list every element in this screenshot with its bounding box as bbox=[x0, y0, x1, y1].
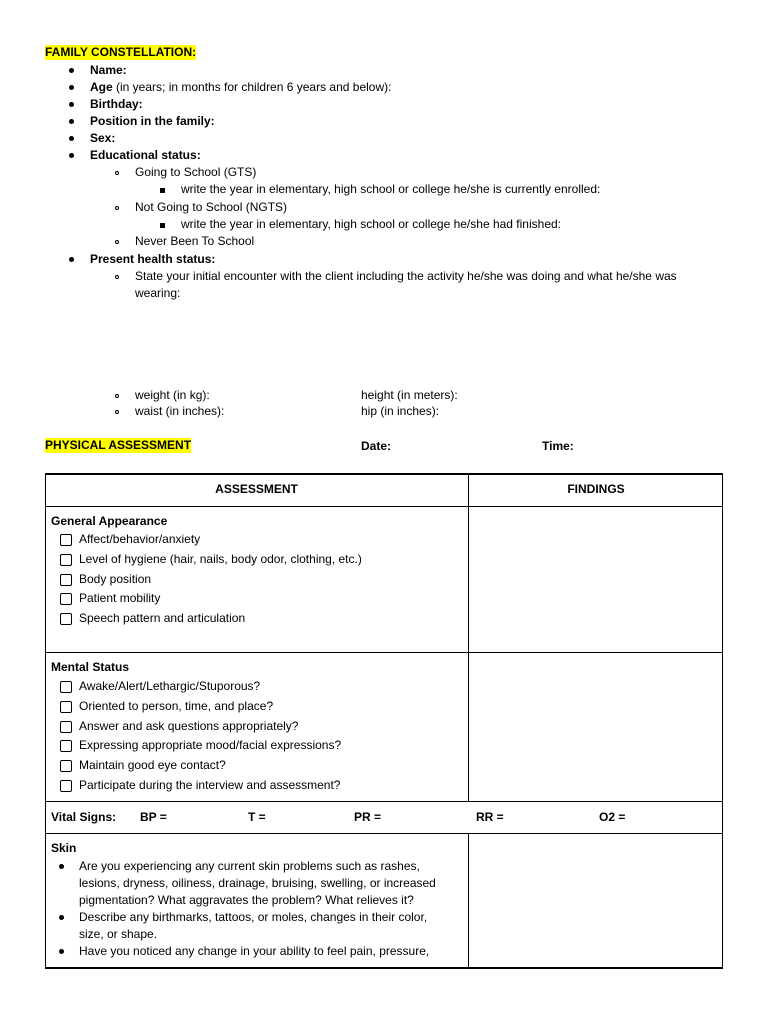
age-line bbox=[90, 80, 391, 95]
checklist-item: Patient mobility bbox=[79, 591, 161, 605]
bullet-dot bbox=[59, 949, 64, 954]
row-divider bbox=[45, 833, 723, 834]
table-border-bottom bbox=[45, 967, 723, 969]
skin-question-line: Are you experiencing any current skin problems such as rashes, bbox=[79, 859, 420, 873]
skin-question-line: Have you noticed any change in your ability to feel pain, pressure, bbox=[79, 944, 430, 958]
checklist-item: Affect/behavior/anxiety bbox=[79, 532, 201, 546]
encounter-line-1: State your initial encounter with the client including the activity he/she was doing and what he/she was bbox=[135, 269, 677, 283]
bullet-dot bbox=[69, 257, 74, 262]
waist-label: waist (in inches): bbox=[135, 404, 225, 418]
present-health-label: Present health status: bbox=[90, 252, 216, 266]
table-border-top bbox=[45, 473, 723, 475]
pr-label: PR = bbox=[354, 810, 382, 824]
checklist-item: Oriented to person, time, and place? bbox=[79, 699, 274, 713]
bullet-dot bbox=[69, 136, 74, 141]
row-divider bbox=[45, 801, 723, 802]
age-label: Age bbox=[90, 80, 113, 94]
column-divider bbox=[468, 473, 469, 801]
educational-status-label: Educational status: bbox=[90, 148, 201, 162]
table-border-right bbox=[722, 473, 723, 969]
bullet-dot bbox=[69, 68, 74, 73]
checkbox[interactable] bbox=[60, 554, 72, 566]
bp-label: BP = bbox=[140, 810, 167, 824]
findings-column-header: FINDINGS bbox=[567, 482, 625, 496]
date-label: Date: bbox=[361, 439, 392, 453]
temperature-label: T = bbox=[248, 810, 266, 824]
checklist-item: Speech pattern and articulation bbox=[79, 611, 246, 625]
checkbox[interactable] bbox=[60, 681, 72, 693]
checklist-item: Level of hygiene (hair, nails, body odor, clothing, etc.) bbox=[79, 552, 362, 566]
bullet-square bbox=[160, 223, 165, 228]
mental-status-title: Mental Status bbox=[51, 660, 130, 674]
table-border-left bbox=[45, 473, 46, 969]
bullet-dot bbox=[69, 119, 74, 124]
encounter-line-2: wearing: bbox=[135, 286, 181, 300]
skin-title: Skin bbox=[51, 841, 77, 855]
sex-label: Sex: bbox=[90, 131, 116, 145]
bullet-dot bbox=[69, 102, 74, 107]
gts-label: Going to School (GTS) bbox=[135, 165, 257, 179]
row-divider bbox=[45, 506, 723, 507]
bullet-circle bbox=[115, 171, 119, 175]
age-note: (in years; in months for children 6 years and below): bbox=[112, 80, 392, 94]
checklist-item: Body position bbox=[79, 572, 152, 586]
hip-label: hip (in inches): bbox=[361, 404, 440, 418]
row-divider bbox=[45, 652, 723, 653]
checkbox[interactable] bbox=[60, 593, 72, 605]
bullet-circle bbox=[115, 410, 119, 414]
checkbox[interactable] bbox=[60, 574, 72, 586]
checkbox[interactable] bbox=[60, 721, 72, 733]
position-label: Position in the family: bbox=[90, 114, 215, 128]
checkbox[interactable] bbox=[60, 613, 72, 625]
name-label: Name: bbox=[90, 63, 127, 77]
bullet-circle bbox=[115, 394, 119, 398]
skin-question-line: lesions, dryness, oiliness, drainage, bruising, swelling, or increased bbox=[79, 876, 436, 890]
time-label: Time: bbox=[542, 439, 574, 453]
checkbox[interactable] bbox=[60, 740, 72, 752]
ngts-detail: write the year in elementary, high school or college he/she had finished: bbox=[181, 217, 561, 231]
assessment-column-header: ASSESSMENT bbox=[215, 482, 298, 496]
height-label: height (in meters): bbox=[361, 388, 458, 402]
o2-label: O2 = bbox=[599, 810, 626, 824]
column-divider bbox=[468, 833, 469, 969]
skin-question-line: pigmentation? What aggravates the problem? What relieves it? bbox=[79, 893, 414, 907]
physical-assessment-heading: PHYSICAL ASSESSMENT bbox=[45, 438, 192, 452]
bullet-dot bbox=[69, 153, 74, 158]
checklist-item: Maintain good eye contact? bbox=[79, 758, 226, 772]
checkbox[interactable] bbox=[60, 701, 72, 713]
bullet-circle bbox=[115, 240, 119, 244]
skin-question-line: Describe any birthmarks, tattoos, or moles, changes in their color, bbox=[79, 910, 428, 924]
general-appearance-title: General Appearance bbox=[51, 514, 168, 528]
checkbox[interactable] bbox=[60, 534, 72, 546]
never-label: Never Been To School bbox=[135, 234, 255, 248]
rr-label: RR = bbox=[476, 810, 504, 824]
bullet-circle bbox=[115, 275, 119, 279]
checkbox[interactable] bbox=[60, 760, 72, 772]
bullet-square bbox=[160, 188, 165, 193]
checkbox[interactable] bbox=[60, 780, 72, 792]
ngts-label: Not Going to School (NGTS) bbox=[135, 200, 288, 214]
weight-label: weight (in kg): bbox=[135, 388, 210, 402]
checklist-item: Participate during the interview and assessment? bbox=[79, 778, 341, 792]
birthday-label: Birthday: bbox=[90, 97, 143, 111]
checklist-item: Awake/Alert/Lethargic/Stuporous? bbox=[79, 679, 261, 693]
checklist-item: Answer and ask questions appropriately? bbox=[79, 719, 299, 733]
vital-signs-label: Vital Signs: bbox=[51, 810, 117, 824]
gts-detail: write the year in elementary, high school or college he/she is currently enrolled: bbox=[181, 182, 601, 196]
bullet-dot bbox=[59, 915, 64, 920]
bullet-circle bbox=[115, 206, 119, 210]
family-constellation-heading: FAMILY CONSTELLATION: bbox=[45, 45, 197, 59]
skin-question-line: size, or shape. bbox=[79, 927, 158, 941]
assessment-table bbox=[45, 473, 723, 969]
bullet-dot bbox=[69, 85, 74, 90]
checklist-item: Expressing appropriate mood/facial expressions? bbox=[79, 738, 342, 752]
bullet-dot bbox=[59, 864, 64, 869]
